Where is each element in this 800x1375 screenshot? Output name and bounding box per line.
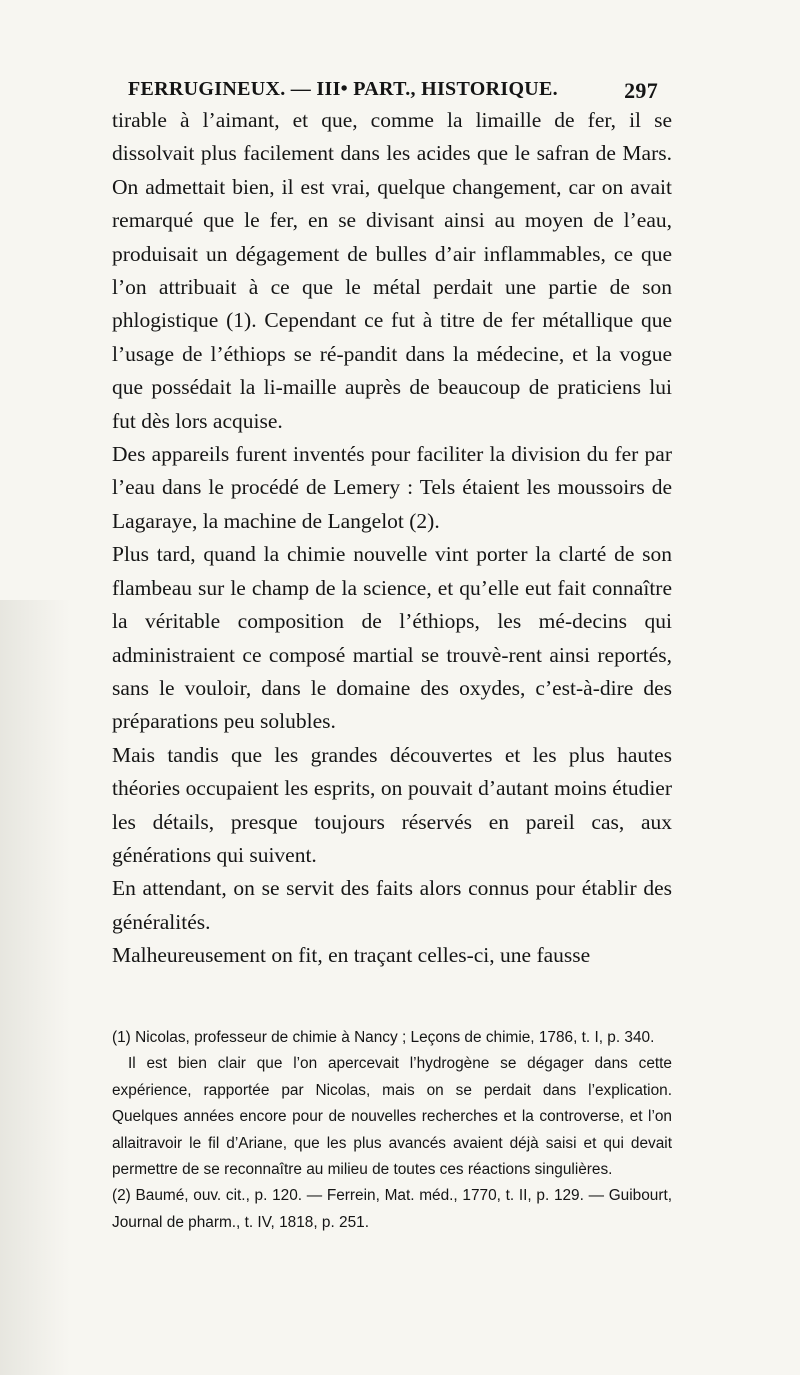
- paragraph: Des appareils furent inventés pour faciliter la division du fer par l’eau dans le procédé de Lemery : Tels étaient les moussoirs de Lagaraye, la machine de Langelot (2).: [112, 442, 672, 533]
- paragraph: tirable à l’aimant, et que, comme la limaille de fer, il se dissolvait plus facilement dans les acides que le safran de Mars. On admettait bien, il est vrai, quelque changement, car on avait remarqué que le fer, en se divisant ainsi au moyen de l’eau, produisait un dégagement de bulles d’air inflammables, ce que l’on attribuait à ce que le métal perdait une partie de son phlogistique (1). Cependant ce fut à titre de fer métallique que l’usage de l’éthiops se ré-pandit dans la médecine, et la vogue que possédait la li-maille auprès de beaucoup de praticiens lui fut dès lors acquise.: [112, 108, 672, 433]
- footnote-1-continuation: Il est bien clair que l’on apercevait l’hydrogène se dégager dans cette expérience, rapportée par Nicolas, mais on se perdait dans l’explication. Quelques années encore pour de nouvelles recherches et la controverse, et l’on allaitravoir le fil d’Ariane, que les plus avancés avaient déjà saisi et qui devait permettre de se reconnaître au milieu de toutes ces réactions singulières.: [112, 1055, 672, 1179]
- main-text: [112, 104, 672, 973]
- paragraph: Mais tandis que les grandes découvertes et les plus hautes théories occupaient les esprits, on pouvait d’autant moins étudier les détails, presque toujours réservés en pareil cas, aux générations qui suivent.: [112, 742, 672, 867]
- footnote-1: (1) Nicolas, professeur de chimie à Nancy ; Leçons de chimie, 1786, t. I, p. 340.: [112, 1029, 655, 1046]
- paragraph: Malheureusement on fit, en traçant celles-ci, une fausse: [112, 943, 591, 968]
- running-header: [128, 78, 658, 106]
- paragraph: Plus tard, quand la chimie nouvelle vint porter la clarté de son flambeau sur le champ de la science, et qu’elle eut fait connaître la véritable composition de l’éthiops, les mé-decins qui administraient ce composé martial se trouvè-rent ainsi reportés, sans le vouloir, dans le domaine des oxydes, c’est-à-dire des préparations peu solubles.: [112, 542, 672, 734]
- footnotes: [112, 1025, 672, 1236]
- page-number: 297: [624, 78, 658, 103]
- running-title: FERRUGINEUX. — III• PART., HISTORIQUE.: [128, 78, 558, 100]
- footnote-2: (2) Baumé, ouv. cit., p. 120. — Ferrein, Mat. méd., 1770, t. II, p. 129. — Guibourt, Journal de pharm., t. IV, 1818, p. 251.: [112, 1187, 672, 1231]
- paragraph: En attendant, on se servit des faits alors connus pour établir des généralités.: [112, 876, 672, 934]
